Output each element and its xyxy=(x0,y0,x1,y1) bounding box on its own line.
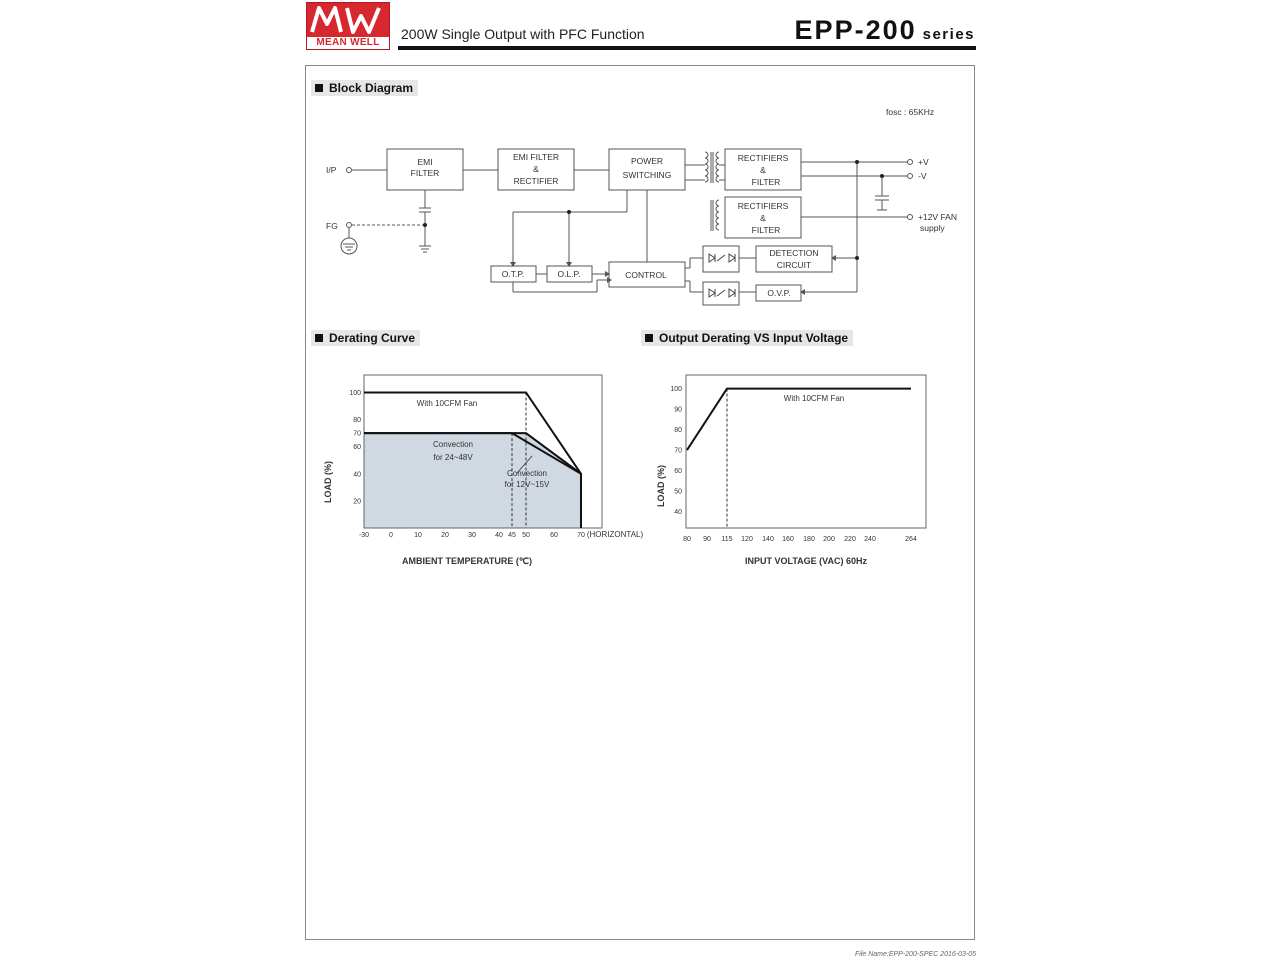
series-model: EPP-200 xyxy=(794,15,917,45)
fan-supply-line2: supply xyxy=(920,223,945,233)
x-extra-label: (HORIZONTAL) xyxy=(586,530,644,539)
x-tick-label: 90 xyxy=(703,536,711,543)
series-suffix: series xyxy=(922,26,975,43)
x-tick-label: 70 xyxy=(577,532,585,539)
x-tick-label: 10 xyxy=(414,532,422,539)
conv24-annotation-line1: Convection xyxy=(432,440,474,449)
x-tick-label: 60 xyxy=(550,532,558,539)
rect2-line1: RECTIFIERS xyxy=(737,201,789,211)
otp-label: O.T.P. xyxy=(501,269,525,279)
x-tick-label: 45 xyxy=(508,532,516,539)
rect1-line3: FILTER xyxy=(751,177,781,187)
x-tick-label: 120 xyxy=(741,536,753,543)
section-title-output-derating: Output Derating VS Input Voltage xyxy=(659,331,849,345)
control-label: CONTROL xyxy=(625,270,667,280)
neg-out-label: -V xyxy=(918,171,927,181)
fan-supply-line1: +12V FAN xyxy=(918,212,957,222)
y-tick-label: 70 xyxy=(674,447,682,455)
fg-terminal-label: FG xyxy=(326,221,338,231)
olp-label: O.L.P. xyxy=(557,269,581,279)
x-tick-label: 140 xyxy=(762,536,774,543)
y-tick-label: 60 xyxy=(674,468,682,476)
vin-x-axis-label: INPUT VOLTAGE (VAC) 60Hz xyxy=(744,556,868,566)
emi-rect-line2: & xyxy=(533,164,539,174)
y-tick-label: 100 xyxy=(349,390,361,397)
vin-y-axis-label: LOAD (%) xyxy=(656,465,666,507)
y-tick-label: 40 xyxy=(674,509,682,517)
rect1-line1: RECTIFIERS xyxy=(737,153,789,163)
x-tick-label: 80 xyxy=(683,536,691,543)
emi-rect-line3: RECTIFIER xyxy=(513,176,559,186)
page-subtitle: 200W Single Output with PFC Function xyxy=(401,26,645,42)
y-tick-label: 20 xyxy=(353,498,361,506)
x-tick-label: 30 xyxy=(468,532,476,539)
input-terminal-label: I/P xyxy=(326,165,337,175)
y-tick-label: 80 xyxy=(674,427,682,435)
conv12-annotation-line2: for 12V~15V xyxy=(504,480,550,489)
detection-line2: CIRCUIT xyxy=(776,260,812,270)
section-title-derating-curve: Derating Curve xyxy=(329,331,416,345)
x-tick-label: 0 xyxy=(389,532,393,539)
x-tick-label: -30 xyxy=(358,532,370,539)
detection-line1: DETECTION xyxy=(769,248,819,258)
emi-rect-line1: EMI FILTER xyxy=(512,152,560,162)
x-tick-label: 50 xyxy=(522,532,530,539)
x-tick-label: 264 xyxy=(905,536,917,543)
rect2-line3: FILTER xyxy=(751,225,781,235)
derating-x-axis-label: AMBIENT TEMPERATURE (℃) xyxy=(402,556,532,566)
fan-annotation: With 10CFM Fan xyxy=(416,399,478,408)
x-tick-label: 40 xyxy=(495,532,503,539)
vin-fan-annotation: With 10CFM Fan xyxy=(783,394,845,403)
y-tick-label: 80 xyxy=(353,417,361,425)
y-tick-label: 60 xyxy=(353,444,361,452)
y-tick-label: 100 xyxy=(670,386,682,394)
vin-x-ticks xyxy=(683,536,917,543)
y-tick-label: 40 xyxy=(353,471,361,479)
vin-y-ticks xyxy=(670,386,682,516)
power-switch-line1: POWER xyxy=(630,156,664,166)
brand-name: MEAN WELL xyxy=(307,37,389,49)
emi-filter-line2: FILTER xyxy=(410,168,440,178)
y-tick-label: 50 xyxy=(674,488,682,496)
conv24-annotation-line2: for 24~48V xyxy=(433,453,473,462)
derating-y-axis-label: LOAD (%) xyxy=(323,461,333,503)
pos-out-label: +V xyxy=(918,157,929,167)
x-tick-label: 160 xyxy=(782,536,794,543)
emi-filter-line1: EMI xyxy=(417,157,433,167)
footer-file-name: File Name:EPP-200-SPEC 2016-03-05 xyxy=(854,951,976,958)
power-switch-line2: SWITCHING xyxy=(622,170,672,180)
x-tick-label: 115 xyxy=(721,536,733,543)
y-tick-label: 90 xyxy=(674,406,682,414)
section-title-block-diagram: Block Diagram xyxy=(329,81,414,95)
fosc-label: fosc : 65KHz xyxy=(886,107,935,117)
x-tick-label: 20 xyxy=(441,532,449,539)
y-tick-label: 70 xyxy=(353,430,361,438)
x-tick-label: 180 xyxy=(803,536,815,543)
x-tick-label: 200 xyxy=(823,536,835,543)
ovp-label: O.V.P. xyxy=(767,288,791,298)
conv12-annotation-line1: Convection xyxy=(506,469,548,478)
x-tick-label: 240 xyxy=(864,536,876,543)
rect2-line2: & xyxy=(760,213,766,223)
x-tick-label: 220 xyxy=(844,536,856,543)
rect1-line2: & xyxy=(760,165,766,175)
